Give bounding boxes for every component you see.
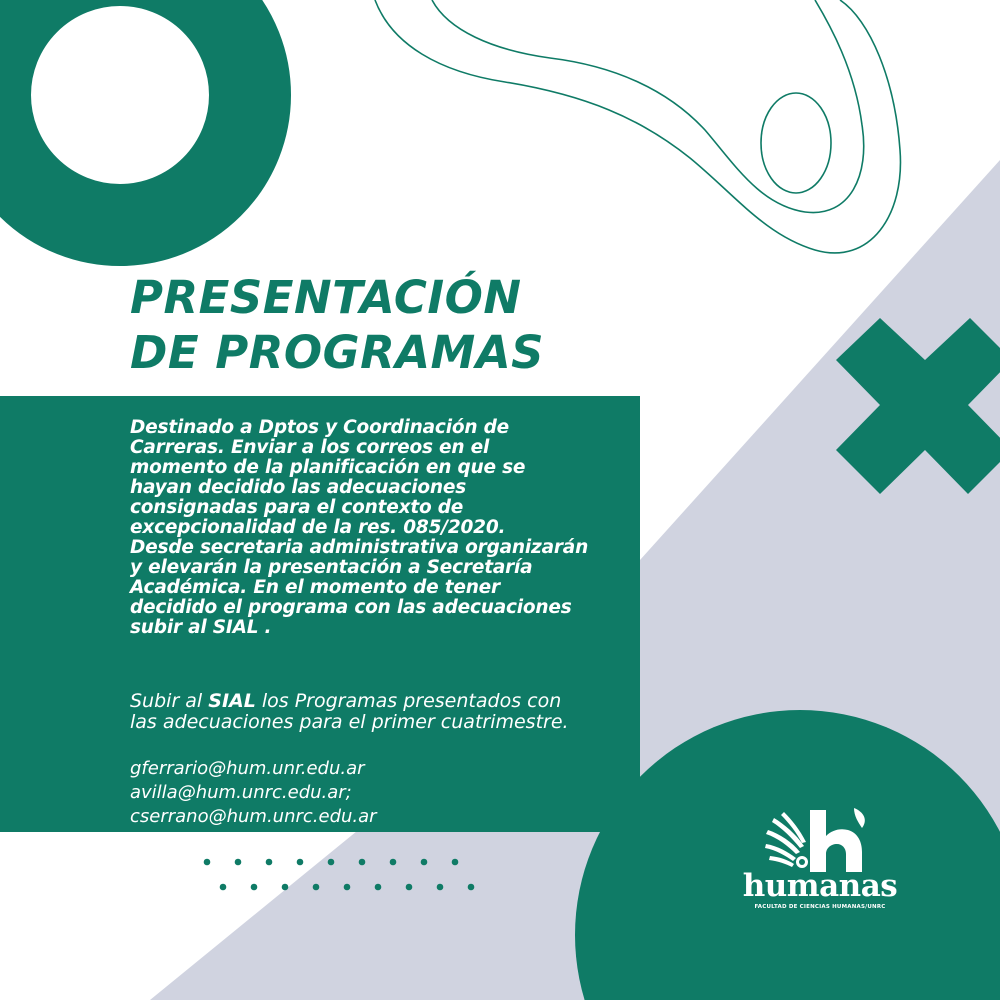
logo-subtitle: FACULTAD DE CIENCIAS HUMANAS/UNRC: [754, 904, 886, 910]
description-line: Desde secretaria administrativa organizarán: [130, 537, 589, 558]
sial-note-prefix: Subir al: [130, 690, 209, 712]
circle-ring-decoration: [0, 0, 250, 225]
description-line: excepcionalidad de la res. 085/2020.: [130, 517, 506, 538]
sial-note: [130, 691, 640, 733]
description-line: Carreras. Enviar a los correos en el: [130, 437, 490, 458]
page-title-line-1: PRESENTACIÓN: [130, 271, 522, 324]
email-address[interactable]: gferrario@hum.unr.edu.ar: [130, 758, 365, 779]
description-line: hayan decidido las adecuaciones: [130, 477, 467, 498]
contour-lines-decoration: [375, 0, 900, 253]
description-line: momento de la planificación en que se: [130, 457, 526, 478]
sial-note-bold: SIAL: [208, 690, 256, 712]
sial-note-suffix: los Programas presentados con: [255, 690, 562, 712]
description-line: Académica. En el momento de tener: [130, 577, 500, 598]
page-title-line-2: DE PROGRAMAS: [130, 326, 545, 379]
description-line: decidido el programa con las adecuaciones: [130, 597, 572, 618]
email-list: [130, 757, 640, 829]
description-line: consignadas para el contexto de: [130, 497, 464, 518]
description-paragraph: [130, 418, 640, 638]
description-line: subir al SIAL .: [130, 617, 272, 638]
sial-note-line-2: las adecuaciones para el primer cuatrimestre.: [130, 711, 569, 733]
email-address[interactable]: avilla@hum.unrc.edu.ar;: [130, 782, 352, 803]
logo-wordmark: humanas: [742, 868, 898, 904]
email-address[interactable]: cserrano@hum.unrc.edu.ar: [130, 806, 377, 827]
description-line: y elevarán la presentación a Secretaría: [130, 557, 533, 578]
humanas-logo: [740, 800, 900, 920]
humanas-logo-icon: [762, 806, 878, 876]
description-line: Destinado a Dptos y Coordinación de: [130, 417, 509, 438]
